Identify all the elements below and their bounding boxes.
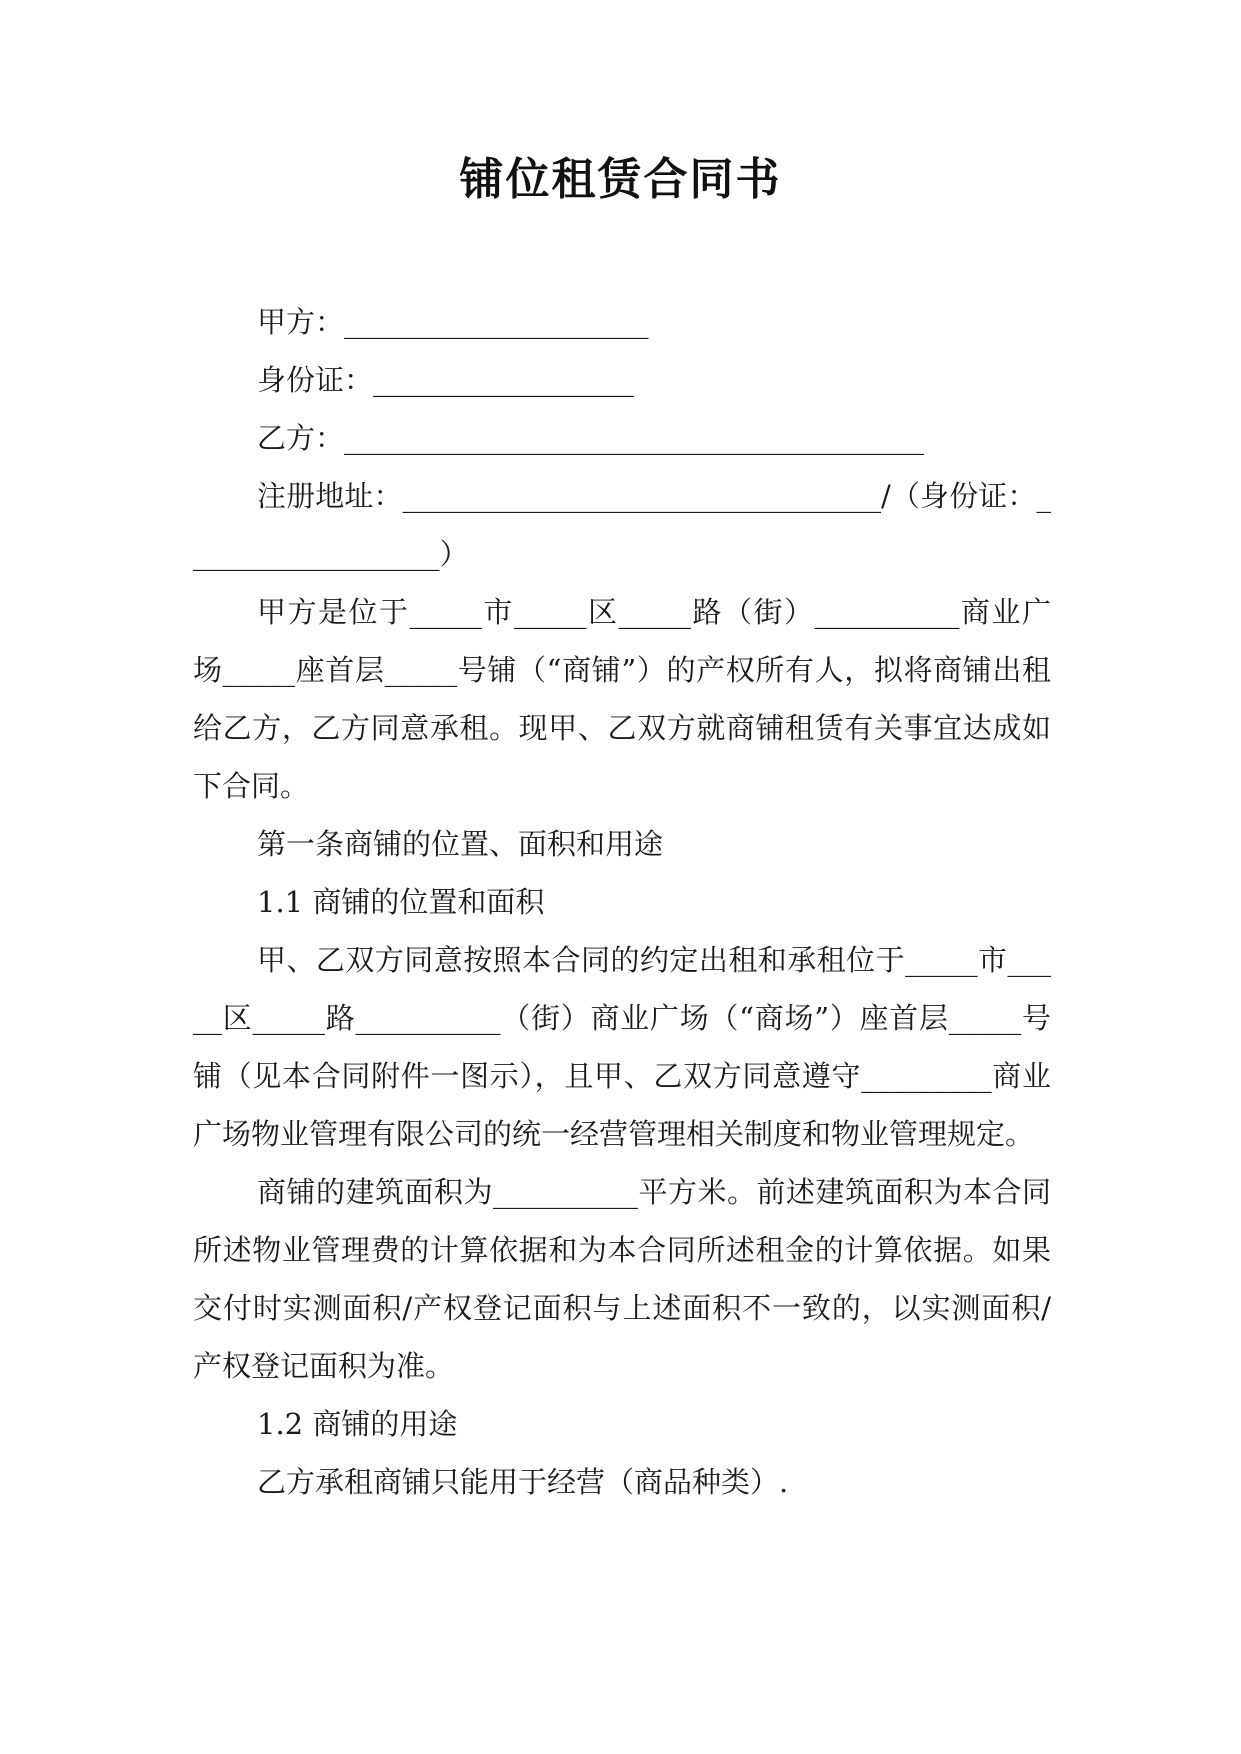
clause-1-2-heading: 1.2 商铺的用途 <box>257 1407 458 1441</box>
clause-1-1-heading: 1.1 商铺的位置和面积 <box>257 885 545 919</box>
clause-1-2-usage-paragraph: 乙方承租商铺只能用于经营（商品种类）. <box>257 1465 789 1499</box>
preamble-paragraph: 甲方是位于_____市_____区_____路（街）__________商业广场_____座首层_____号铺（“商铺”）的产权所有人，拟将商铺出租给乙方，乙方同意承租。现甲、乙双方就商铺租赁有关事宜达成如下合同。 <box>193 595 1051 803</box>
document-title: 铺位租赁合同书 <box>459 154 782 205</box>
article-1-heading: 第一条商铺的位置、面积和用途 <box>257 827 664 861</box>
registered-address-line: 注册地址：_________________________________/（身份证：__________________） <box>193 479 1051 571</box>
clause-1-1-location-paragraph: 甲、乙双方同意按照本合同的约定出租和承租位于_____市_____区_____路__________（街）商业广场（“商场”）座首层_____号铺（见本合同附件一图示），且甲、乙双方同意遵守_________商业广场物业管理有限公司的统一经营管理相关制度和物业管理规定。 <box>193 943 1051 1151</box>
party-a-line: 甲方：_____________________ <box>257 305 649 339</box>
id-card-line: 身份证：__________________ <box>257 363 635 397</box>
clause-1-1-area-paragraph: 商铺的建筑面积为__________平方米。前述建筑面积为本合同所述物业管理费的计算依据和为本合同所述租金的计算依据。如果交付时实测面积/产权登记面积与上述面积不一致的，以实测面积/产权登记面积为准。 <box>193 1175 1051 1383</box>
document-body <box>193 293 1051 1511</box>
party-b-line: 乙方：________________________________________ <box>257 421 925 455</box>
